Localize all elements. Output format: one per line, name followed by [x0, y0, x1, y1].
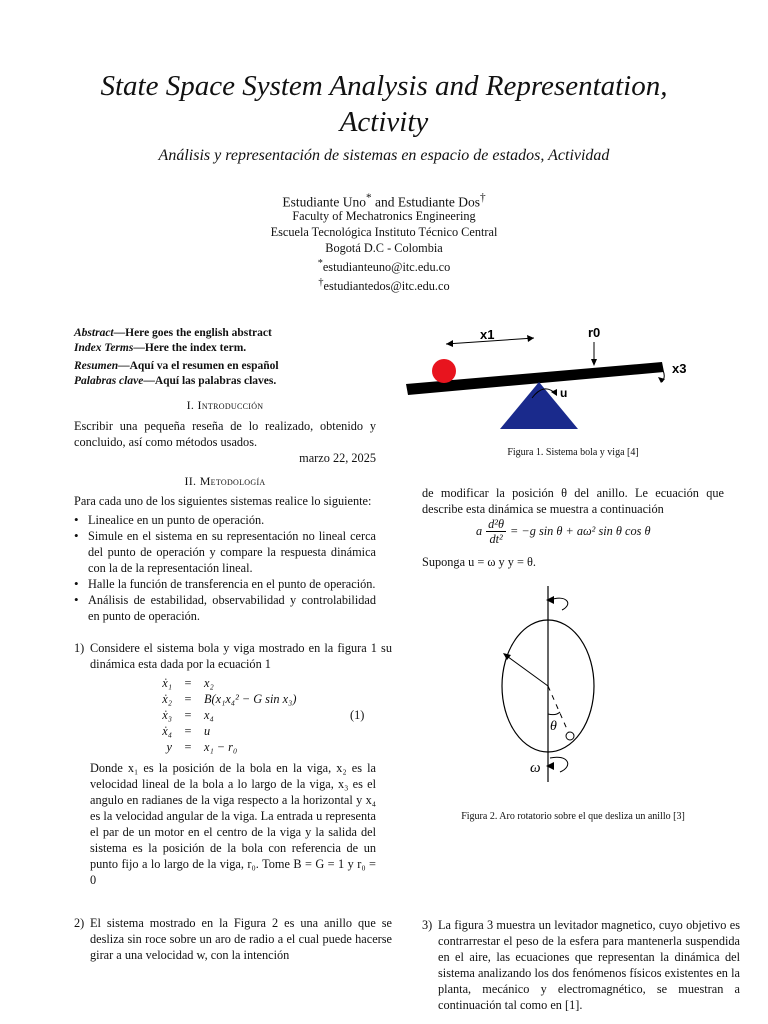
eq-fraction: [486, 517, 506, 546]
eq-rhs: x₄: [204, 708, 214, 722]
eq-op: =: [184, 724, 192, 738]
task-bullet-list: [74, 512, 376, 624]
r0-arrowhead: [591, 359, 597, 366]
eq-denominator: dt²: [489, 532, 503, 546]
abstract-line: [74, 326, 376, 341]
item-1: [74, 640, 392, 672]
paper-title: [40, 68, 728, 140]
ring-equation: [476, 517, 651, 546]
author-2: Estudiante Dos: [397, 194, 480, 210]
author-1-mark: *: [366, 192, 372, 204]
item-2: [74, 915, 392, 963]
label-omega: ω: [530, 760, 541, 776]
item-3-text: La figura 3 muestra un levitador magnetico, cuyo objetivo es contrarrestar el peso de la esfera para mantenerla suspendida en el aire, las ecuaciones que representan la dinámica del sistema analizando los dos fenómenos físicos existentes en la planta, mecánico y electromagnético, se muestran a continuación tal como en [1].: [438, 918, 740, 1012]
ball: [432, 359, 456, 383]
figure-2-rotating-hoop: [484, 586, 604, 786]
label-r0: r0: [588, 325, 601, 340]
email-2[interactable]: estudiantedos@itc.edu.co: [323, 279, 450, 294]
eq-op: =: [184, 740, 192, 754]
palabras-clave-text: —Aquí las palabras claves.: [143, 374, 277, 387]
affiliation: [40, 208, 728, 294]
item-number: 1): [74, 641, 85, 655]
suppose-line: Suponga u = ω y y = θ.: [422, 555, 536, 569]
eq-lhs: ẋ₄: [162, 724, 172, 738]
list-item: • Halle la función de transferencia en el punto de operación.: [88, 576, 376, 592]
label-x1: x1: [480, 327, 495, 342]
equation-number: (1): [350, 708, 365, 722]
eq-op: =: [184, 708, 192, 722]
item-2-text: El sistema mostrado en la Figura 2 es una anillo que se desliza sin roce sobre un aro de radio a el cual puede hacerse girar a una velocidad w, con la intención: [90, 916, 392, 962]
eq-lhs: y: [166, 740, 172, 754]
eq-lhs: ẋ₂: [162, 692, 172, 706]
index-terms-line: [74, 341, 376, 356]
x1-arrowhead-right: [527, 335, 534, 342]
equation-row: [140, 724, 376, 740]
u-arrowhead: [551, 389, 557, 396]
equation-system: [140, 676, 376, 756]
resumen-label: Resumen: [74, 360, 119, 372]
list-item: • Análisis de estabilidad, observabilidad y controlabilidad en punto de operación.: [88, 592, 376, 624]
resumen-text: —Aquí va el resumen en español: [118, 360, 279, 372]
affiliation-line: Escuela Tecnológica Instituto Técnico Central: [270, 225, 498, 239]
section-number: I.: [186, 398, 195, 412]
list-item: • Simule en el sistema en su representación no lineal cerca del punto de operación y compare la respuesta dinámica con la de la representación lineal.: [88, 528, 376, 576]
figure-1-ball-and-beam: [400, 322, 700, 432]
abstract-text: —Here goes the english abstract: [113, 327, 272, 339]
method-intro: Para cada uno de los siguientes sistemas realice lo siguiente:: [74, 494, 372, 508]
theta-arc: [548, 712, 560, 715]
section-number: II.: [184, 474, 197, 488]
email-line-2: [40, 275, 728, 294]
item-1-text: Considere el sistema bola y viga mostrado en la figura 1 su dinámica esta dada por la ecuación 1: [90, 641, 392, 671]
eq-numerator: d²θ: [488, 517, 505, 531]
item-1-description: Donde x₁ es la posición de la bola en la viga, x₂ es la velocidad lineal de la bola a lo largo de la viga, x₃ es el angulo en radianes de la viga respecto a la horizontal y x₄ es la velocidad angular de la viga. La entrada u representa el par de un motor en el centro de la viga y la salida del sistema es la posición de la bola con referencia de un punto fijo a lo largo de la viga, r₀. Tome B = G = 1 y r₀ = 0: [90, 761, 376, 887]
section-title: Metodología: [199, 474, 266, 488]
email-2-mark: †: [318, 277, 324, 289]
list-item: • Linealice en un punto de operación.: [88, 512, 376, 528]
item-2-continued: de modificar la posición θ del anillo. Le ecuación que describe esta dinámica se muestra a continuación: [422, 486, 724, 516]
section-heading-intro: [74, 397, 376, 413]
index-terms-label: Index Terms: [74, 341, 134, 354]
author-conjunction: and: [371, 194, 398, 210]
eq-lhs: ẋ₁: [162, 676, 172, 690]
email-1-mark: *: [317, 258, 323, 269]
index-terms-text: —Here the index term.: [133, 341, 247, 354]
eq-coefficient: a: [476, 524, 483, 538]
title-line-1: State Space System Analysis and Representation,: [100, 70, 668, 102]
equation-row: [140, 692, 376, 708]
abstract-block: [74, 326, 376, 388]
palabras-clave-line: [74, 374, 376, 389]
equation-row: [140, 740, 376, 756]
palabras-clave-label: Palabras clave: [74, 374, 144, 387]
radius-line: [504, 654, 548, 686]
eq-rhs: x₂: [204, 676, 214, 690]
email-1[interactable]: estudianteuno@itc.edu.co: [322, 260, 451, 275]
paper-subtitle: Análisis y representación de sistemas en espacio de estados, Actividad: [158, 147, 610, 164]
author-2-mark: †: [480, 192, 486, 204]
figure-1-caption: Figura 1. Sistema bola y viga [4]: [507, 447, 639, 458]
title-line-2: Activity: [339, 106, 429, 138]
eq-rhs: x₁ − r₀: [204, 740, 238, 754]
eq-lhs: ẋ₃: [162, 708, 172, 722]
radius-arrowhead: [503, 653, 511, 660]
equation-row: [140, 676, 376, 692]
eq-op: =: [184, 692, 192, 706]
label-theta: θ: [550, 719, 557, 734]
sliding-ring: [566, 732, 574, 740]
label-x3: x3: [672, 361, 687, 376]
bottom-rotation-arrowhead: [546, 762, 554, 770]
label-u: u: [560, 386, 568, 400]
item-3: [422, 917, 740, 1013]
item-number: 3): [422, 918, 433, 932]
section-title: Introducción: [197, 398, 264, 412]
email-line-1: [40, 256, 728, 275]
affiliation-line: Bogotá D.C - Colombia: [325, 241, 443, 255]
affiliation-line: Faculty of Mechatronics Engineering: [292, 209, 476, 223]
x1-arrowhead-left: [446, 340, 453, 347]
intro-paragraph: Escribir una pequeña reseña de lo realizado, obtenido y concluido, así como métodos usados.: [74, 419, 376, 449]
item-number: 2): [74, 916, 85, 930]
equation-row: [140, 708, 376, 724]
figure-2-caption: Figura 2. Aro rotatorio sobre el que desliza un anillo [3]: [461, 811, 685, 822]
abstract-label: Abstract: [74, 327, 114, 339]
resumen-line: [74, 359, 376, 374]
top-rotation-arrowhead: [546, 596, 554, 604]
eq-rhs: u: [204, 724, 211, 738]
eq-op: =: [184, 676, 192, 690]
section-heading-method: [74, 473, 376, 489]
date: marzo 22, 2025: [299, 451, 376, 465]
eq-rhs: B(x₁x₄² − G sin x₃): [204, 692, 297, 706]
eq-rhs: = −g sin θ + aω² sin θ cos θ: [510, 524, 651, 538]
author-1: Estudiante Uno: [282, 194, 366, 210]
